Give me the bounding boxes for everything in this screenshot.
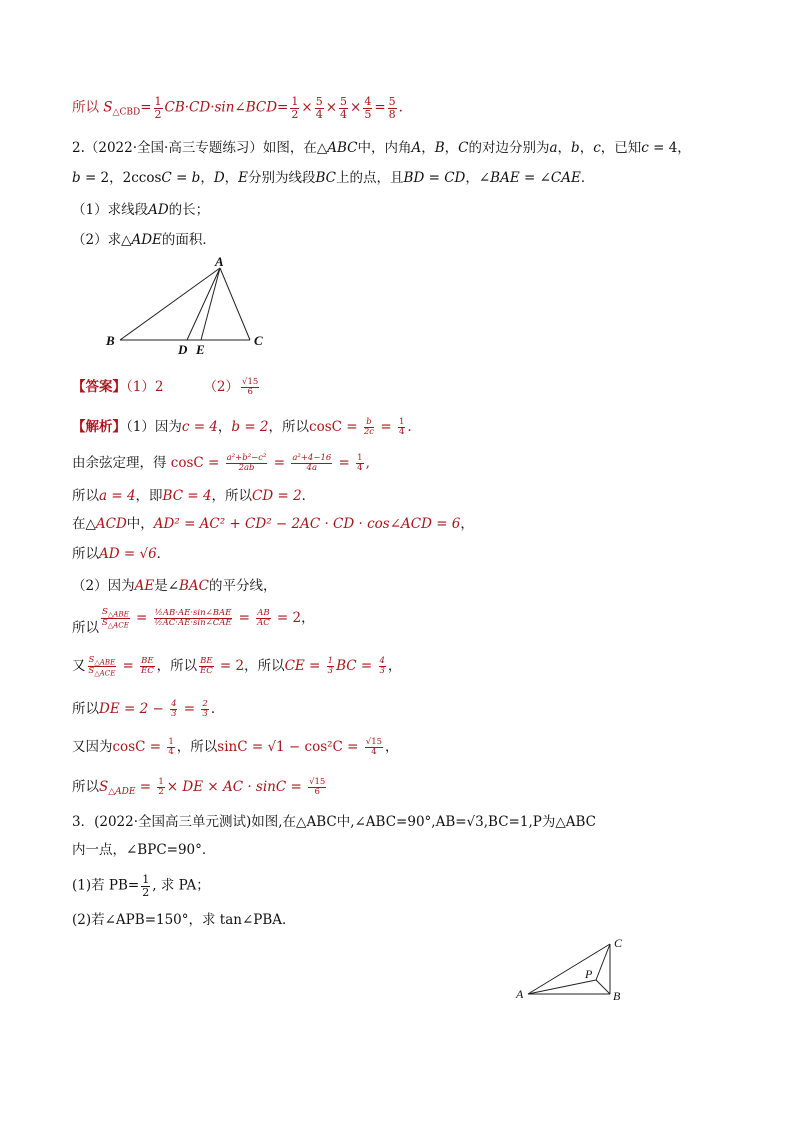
solution-line-4: 在△ACD中，AD² = AC² + CD² − 2AC · CD · cos∠ACD = 6，: [72, 516, 474, 532]
segment-AP: [528, 980, 596, 994]
question-3-line-1: 3．(2022·全国高三单元测试)如图,在△ABC中,∠ABC=90°,AB=√3,BC=1,P为△ABC: [72, 814, 596, 830]
solution-line-11: 所以$S_{\triangle ADE}$ = $\frac{1}{2}$ × DE × AC · sinC = $\frac{√15}{6}$: [72, 777, 326, 797]
label-C: C: [254, 333, 263, 348]
answer-line: 【答案】（1）2 （2） $\frac{√15}{6}$: [72, 377, 259, 397]
triangle-figure-1: [100, 256, 280, 358]
question-3-line-2: 内一点，∠BPC=90°．: [72, 842, 216, 858]
question-3-part-2: (2)若∠APB=150°，求 tan∠PBA．: [72, 912, 296, 928]
solution-line-9: 所以DE = 2 − $\frac{4}{3}$ = $\frac{2}{3}$ ．: [72, 699, 225, 719]
label-B: B: [106, 333, 115, 348]
label-D: D: [178, 342, 188, 357]
question-3-part-1: (1)若 PB= $\frac{1}{2}$ , 求 PA；: [72, 873, 210, 899]
label-C: C: [614, 936, 623, 950]
question-2-part-1: （1）求线段AD的长；: [72, 202, 210, 218]
solution-line-1: 【解析】（1）因为c = 4，b = 2，所以cosC = $\frac{b}{2c}$ = $\frac{1}{4}$ .: [72, 417, 412, 437]
label-E: E: [196, 342, 205, 357]
question-2-part-2: （2）求△ADE的面积．: [72, 232, 216, 248]
segment-PB: [596, 980, 610, 994]
solution-line-10: 又因为cosC = $\frac{1}{4}$ ，所以sinC = √1 − cos²C = $\frac{√15}{4}$ ，: [72, 737, 399, 757]
triangle-figure-2: [510, 934, 640, 1006]
solution-line-5: 所以AD = √6．: [72, 546, 171, 562]
solution-line-2: 由余弦定理，得 cosC = $\frac{\text{a²+b²−c²}}{2ab}$ = $\frac{\text{a²+4−16}}{4a}$ = $\frac{1}{4}$ ,: [72, 453, 370, 473]
solution-line-7: 所以 $\frac{S_{\triangle ABE}}{S_{\triangle ACE}}$ = $\frac{\text{½AB·AE·sin∠BAE}}{\text{½AC·AE·sin∠CAE}}$ = $\frac{AB}{AC}$ = 2，: [72, 607, 315, 637]
label-P: P: [585, 967, 593, 981]
label-A: A: [215, 256, 224, 269]
label-B: B: [613, 989, 621, 1003]
question-2-line-2: b = 2，2ccosC = b，D，E分别为线段BC上的点，且BD = CD，∠BAE = ∠CAE．: [72, 170, 595, 186]
question-2-line-1: 2.（2022·全国·高三专题练习）如图，在△ABC中，内角A，B，C的对边分别为a，b，c，已知c = 4，: [72, 140, 691, 156]
segment-AC: [528, 944, 610, 994]
solution-line-3: 所以a = 4，即BC = 4，所以CD = 2．: [72, 488, 316, 504]
solution-line-6: （2）因为AE是∠BAC的平分线，: [72, 578, 277, 594]
segment-PC: [596, 944, 610, 980]
solution-line-8: 又 $\frac{S_{\triangle ABE}}{S_{\triangle ACE}}$ = $\frac{BE}{EC}$ ，所以 $\frac{BE}{EC}$ = 2，所以CE = $\frac{1}{3}$ BC = $\frac{4}{3}$ ，: [72, 655, 402, 678]
segment-AC: [220, 268, 250, 340]
segment-AB: [120, 268, 220, 340]
prev-solution-line: 所以 $S_{\triangle CBD}=$ $\frac{1}{2}$ CB·CD·sin∠BCD= $\frac{1}{2}$ × $\frac{5}{4}$ × $\frac{5}{4}$ × $\frac{4}{5}$ = $\frac{5}{8}$ .: [72, 95, 403, 121]
label-A: A: [516, 987, 524, 1001]
